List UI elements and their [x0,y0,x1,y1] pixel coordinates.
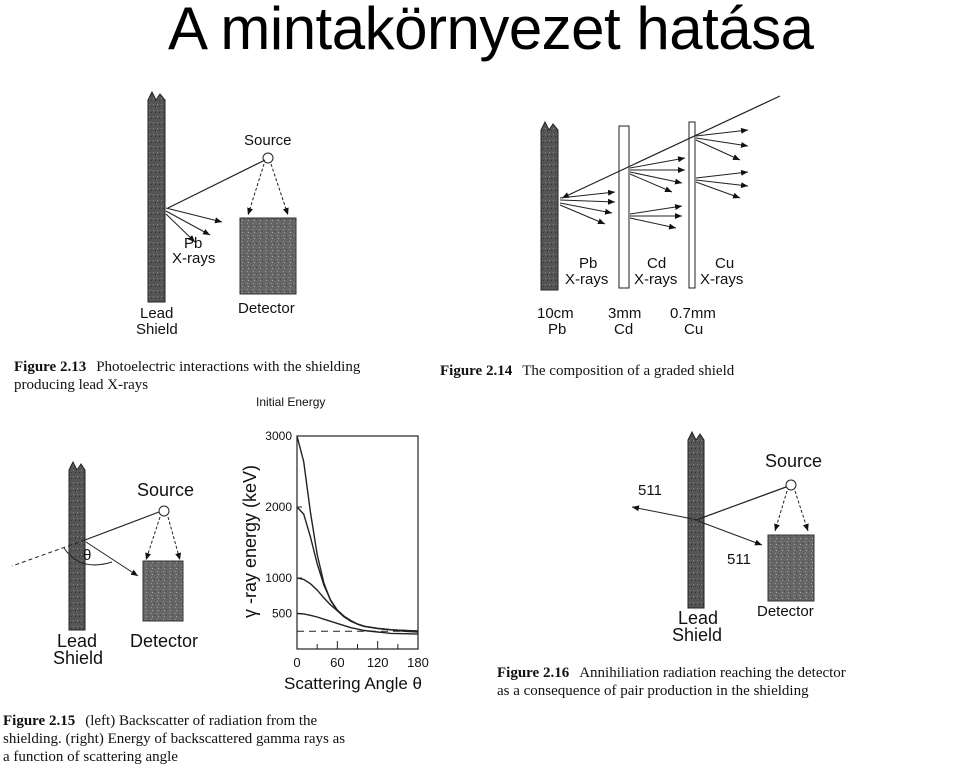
backscatter-energy-chart [240,429,429,693]
fig14-pb-thickness: 10cm [537,305,574,322]
fig13-caption [14,358,360,394]
fig15-detector-label: Detector [130,631,199,651]
chart-annotation-text: Initial Energy [256,395,326,409]
fig14-cu-xrays-label: X-rays [700,271,744,288]
fig15-lead-shield [69,462,85,630]
fig16-shield-label: Shield [672,625,723,645]
chart-annotation [256,396,325,409]
chart-ytick-label: 1000 [265,571,292,585]
chart-xtick-label: 60 [330,655,345,670]
fig14-caption [440,362,734,380]
fig16-caption-line2: as a consequence of pair production in the shielding [497,683,809,699]
fig16-caption-num: Figure 2.16 [497,665,570,681]
fig16-lead-label: Lead [678,608,719,628]
fig15-theta-label: θ [83,547,92,564]
fig13-caption-line2: producing lead X-rays [14,377,149,393]
fig15-caption-line1: (left) Backscatter of radiation from the [85,713,318,729]
fig15-detector [143,561,183,621]
chart-ytick-label: 3000 [265,429,292,443]
fig14-cd-element-label: Cd [647,255,667,272]
fig15-source-label: Source [137,480,195,500]
fig16-511-right: 511 [727,551,751,568]
fig14-pb-xrays-label: X-rays [565,271,609,288]
fig15-caption-line3: a function of scattering angle [3,749,178,765]
fig13-source [263,153,273,163]
fig14-cu-element-label: Cu [715,255,735,272]
fig15-caption-num: Figure 2.15 [3,713,76,729]
fig13-lead-shield [148,92,165,302]
fig14-cu-thickness: 0.7mm [670,305,716,322]
fig14-cd-layer [619,126,629,288]
chart-xtick-label: 0 [293,655,301,670]
fig14-cd-thickness: 3mm [608,305,642,322]
chart-series-line-2000 [297,507,418,631]
fig15-shield-label: Shield [53,648,104,668]
fig16-caption-line1: Annihiliation radiation reaching the detector [579,665,846,681]
fig13-lead-label: Lead [140,305,174,322]
fig16-detector-label: Detector [757,603,814,620]
fig13-caption-line1: Photoelectric interactions with the shielding [96,359,361,375]
fig13-pb-label: Pb [184,235,203,252]
fig16-caption [497,664,846,700]
fig14-cd-xrays-label: X-rays [634,271,678,288]
page-title: A mintakörnyezet hatása [168,0,814,62]
fig13-detector [240,218,296,294]
fig14-cd-material: Cd [614,321,634,338]
fig14-cu-layer [689,122,695,288]
fig16-detector [768,535,814,601]
chart-ylabel: γ -ray energy (keV) [240,464,260,618]
fig14-pb-element-label: Pb [579,255,598,272]
fig14-cu-material: Cu [684,321,704,338]
fig14-caption-line1: The composition of a graded shield [522,363,735,379]
fig13-xrays-label: X-rays [172,250,216,267]
fig13-source-label: Source [244,132,292,149]
fig16-source [786,480,796,490]
chart-series-line-1000 [297,578,418,632]
chart-series-line-3000 [297,436,418,631]
fig13-caption-num: Figure 2.13 [14,359,87,375]
fig15-caption-line2: shielding. (right) Energy of backscattered gamma rays as [3,731,346,747]
fig15-source [159,506,169,516]
fig15-lead-label: Lead [57,631,98,651]
chart-ytick-label: 500 [271,606,292,621]
chart-ytick-label: 2000 [265,500,292,514]
chart-xlabel: Scattering Angle θ [284,674,422,693]
fig13-detector-label: Detector [238,300,295,317]
chart-xtick-label: 180 [407,655,429,670]
fig15-caption [3,712,439,766]
chart-xtick-label: 120 [366,655,389,670]
fig13-shield-label: Shield [136,321,178,338]
fig16-511-left: 511 [638,482,662,499]
fig13-diagram [148,92,296,302]
fig14-pb-layer [541,122,558,290]
fig14-pb-material: Pb [548,321,567,338]
fig16-source-label: Source [765,451,823,471]
fig14-caption-num: Figure 2.14 [440,363,513,379]
